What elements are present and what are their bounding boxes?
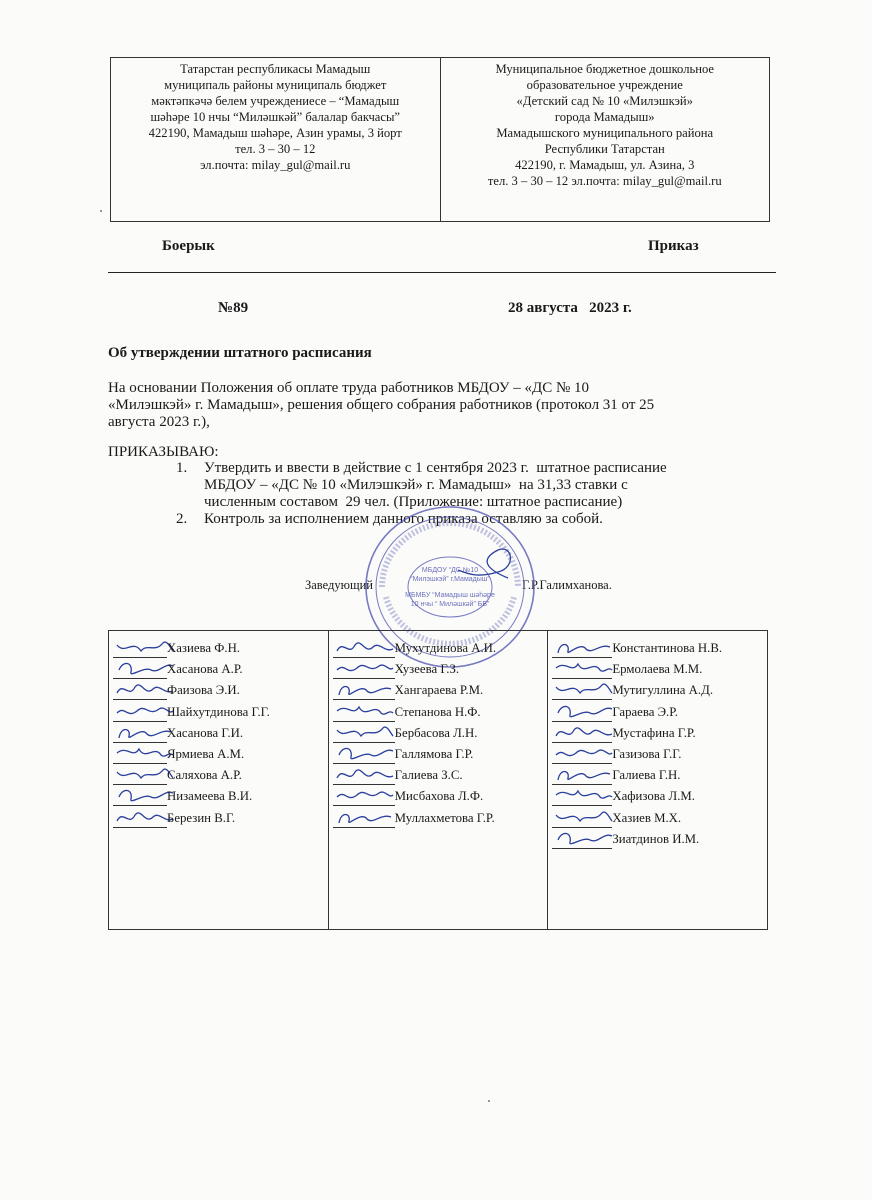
order-basis [108, 380, 788, 431]
basis-line: августа 2023 г.), [108, 414, 210, 430]
header-left-line: Татарстан республикасы Мамадыш [180, 62, 371, 76]
employee-name: Мухутдинова А.И. [394, 641, 497, 655]
handwritten-signature [115, 807, 175, 831]
item-number: 1. [176, 460, 188, 476]
signature-column-1 [109, 631, 328, 929]
employee-name: Хафизова Л.М. [612, 789, 695, 804]
employee-name: Хузеева Г.З. [394, 662, 460, 677]
employee-name: Мисбахова Л.Ф. [394, 789, 484, 804]
employee-name: Хангараева Р.М. [394, 683, 484, 698]
order-word: ПРИКАЗЫВАЮ: [108, 444, 219, 460]
item-line: МБДОУ – «ДС № 10 «Милэшкэй» г. Мамадыш» на 31,33 ставки с [204, 477, 628, 493]
item-number: 2. [176, 511, 188, 527]
scan-speck [100, 210, 102, 212]
employee-name: Муллахметова Г.Р. [394, 810, 495, 825]
header-tatar-cell [111, 58, 441, 221]
employee-name: Хасанова Г.И. [167, 725, 244, 740]
signature-row [329, 811, 548, 832]
employee-name: Степанова Н.Ф. [394, 704, 481, 719]
employee-name: Ярмиева А.М. [167, 747, 245, 761]
employee-name: Галиева З.С. [394, 768, 463, 783]
employee-name: Мутигуллина А.Д. [612, 683, 714, 698]
header-left-line: эл.почта: milay_gul@mail.ru [200, 158, 351, 172]
employee-name: Гараева Э.Р. [612, 704, 678, 719]
header-divider [108, 272, 776, 273]
header-right-line: образовательное учреждение [526, 78, 683, 92]
signature-row [109, 811, 328, 832]
header-table [110, 57, 770, 222]
item-line: численным составом 29 чел. (Приложение: штатное расписание) [204, 494, 623, 510]
employee-name: Хасанова А.Р. [167, 662, 243, 677]
employee-name: Газизова Г.Г. [612, 747, 682, 761]
employee-name: Шайхутдинова Г.Г. [167, 704, 270, 719]
header-left-line: тел. 3 – 30 – 12 [235, 142, 316, 156]
basis-line: На основании Положения об оплате труда работников МБДОУ – «ДС № 10 [108, 380, 590, 396]
header-left-line: мәктәпкәчә белем учреждениесе – “Мамадыш [151, 94, 400, 108]
signature-column-2 [328, 631, 548, 929]
stamp-text: “Милэшкэй” г.Мамадыш” [410, 576, 490, 583]
employee-name: Зиатдинов И.М. [612, 831, 700, 846]
employee-name: Бербасова Л.Н. [394, 725, 478, 740]
header-right-line: Мамадышского муниципального района [496, 126, 714, 140]
signature-column-3 [547, 631, 767, 929]
employee-name: Галиева Г.Н. [612, 768, 681, 783]
item-line: Утвердить и ввести в действие с 1 сентября 2023 г. штатное расписание [204, 460, 667, 476]
employee-name: Березин В.Г. [167, 810, 236, 825]
head-role: Заведующий [305, 578, 373, 592]
basis-line: «Милэшкэй» г. Мамадыш», решения общего собрания работников (протокол 31 от 25 [108, 397, 655, 413]
head-name: Г.Р.Галимханова. [522, 578, 612, 592]
order-date: 28 августа 2023 г. [508, 300, 632, 316]
header-left-line: 422190, Мамадыш шәһәре, Азин урамы, 3 йорт [148, 126, 402, 140]
employee-name: Галлямова Г.Р. [394, 747, 474, 761]
order-subject: Об утверждении штатного расписания [108, 345, 372, 361]
doc-type-russian: Приказ [648, 238, 699, 254]
employee-name: Саляхова А.Р. [167, 768, 242, 783]
doc-type-tatar: Боерык [162, 238, 215, 254]
employee-name: Хазиева Ф.Н. [167, 641, 241, 655]
employee-name: Хазиев М.Х. [612, 810, 682, 825]
item-line: Контроль за исполнением данного приказа оставляю за собой. [204, 511, 603, 527]
header-right-line: Республики Татарстан [544, 142, 665, 156]
scan-speck [488, 1100, 490, 1102]
employee-name: Константинова Н.В. [612, 641, 723, 655]
header-right-line: города Мамадыш» [554, 110, 655, 124]
employee-name: Низамеева В.И. [167, 789, 253, 804]
header-right-line: «Детский сад № 10 «Милэшкэй» [516, 94, 693, 108]
employee-name: Мустафина Г.Р. [612, 725, 696, 740]
order-number: №89 [218, 300, 249, 316]
signature-table [108, 630, 768, 930]
employee-name: Ермолаева М.М. [612, 662, 703, 677]
stamp-text: 10 нчы “ Миләшкәй” ББ” [410, 601, 490, 608]
header-right-line: тел. 3 – 30 – 12 эл.почта: milay_gul@mail.ru [487, 174, 722, 188]
stamp-text: МБМБУ “Мамадыш шәһәре [405, 592, 495, 599]
header-left-line: муниципаль районы муниципаль бюджет [164, 78, 387, 92]
employee-name: Фаизова Э.И. [167, 683, 240, 698]
header-russian-cell [441, 58, 770, 221]
stamp-text: МБДОУ “ДС №10 [421, 567, 479, 574]
handwritten-signature [335, 807, 395, 831]
header-left-line: шәһәре 10 нчы “Миләшкәй” балалар бакчасы” [150, 110, 401, 124]
handwritten-signature [554, 828, 614, 852]
signature-row [548, 832, 767, 853]
header-right-line: Муниципальное бюджетное дошкольное [495, 62, 714, 76]
header-right-line: 422190, г. Мамадыш, ул. Азина, 3 [515, 158, 695, 172]
